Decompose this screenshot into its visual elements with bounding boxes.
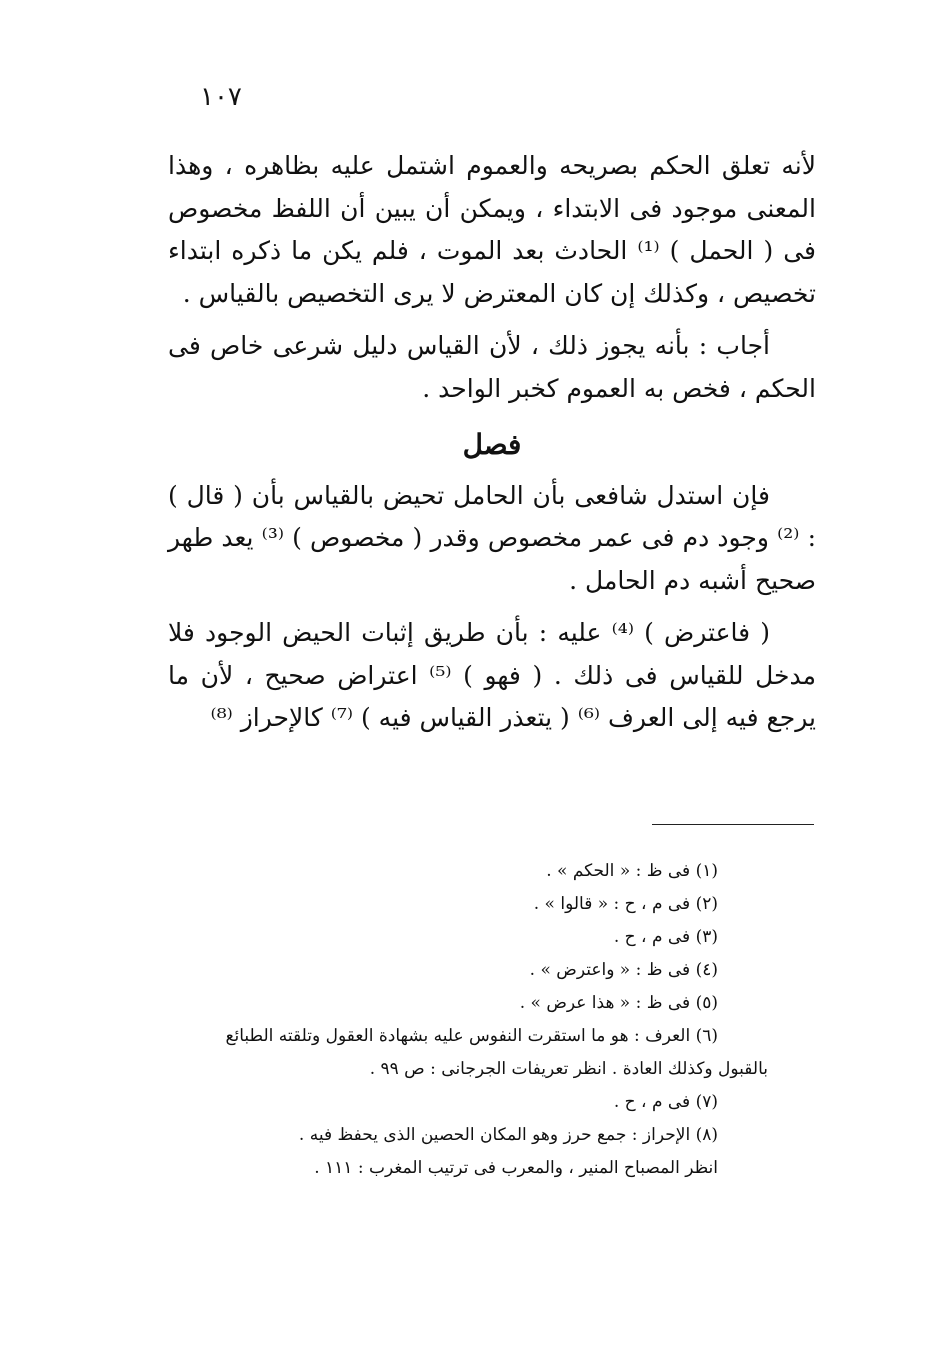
- footnote-6: (٦) العرف : هو ما استقرت النفوس عليه بشهادة العقول وتلقته الطبائع: [225, 1026, 718, 1046]
- footnote-3: (٣) فى م ، ح .: [613, 927, 718, 947]
- page-number: ١٠٧: [200, 82, 242, 112]
- footnote-divider: [652, 824, 814, 825]
- footnote-5: (٥) فى ظ : « هذا عرض » .: [519, 993, 718, 1013]
- footnote-7: (٧) فى م ، ح .: [613, 1092, 718, 1112]
- main-text: [168, 145, 816, 740]
- footnote-6-continued: بالقبول وكذلك العادة . انظر تعريفات الجرجانى : ص ٩٩ .: [369, 1059, 768, 1079]
- footnote-8: (٨) الإحراز : جمع حرز وهو المكان الحصين الذى يحفظ فيه .: [298, 1125, 718, 1145]
- paragraph-3: فإن استدل شافعى بأن الحامل تحيض بالقياس بأن ( قال ) : ⁽²⁾ وجود دم فى عمر مخصوص وقدر ( مخصوص ) ⁽³⁾ يعد طهر صحيح أشبه دم الحامل .: [168, 480, 817, 595]
- footnotes: [168, 855, 768, 1185]
- footnote-8-continued: انظر المصباح المنير ، والمعرب فى ترتيب المغرب : ١١١ .: [314, 1158, 718, 1178]
- paragraph-1: لأنه تعلق الحكم بصريحه والعموم اشتمل عليه بظاهره ، وهذا المعنى موجود فى الابتداء ، ويمكن أن يبين أن اللفظ مخصوص فى ( الحمل ) ⁽¹⁾ الحادث بعد الموت ، فلم يكن ما ذكره ابتداء تخصيص ، وكذلك إن كان المعترض لا يرى التخصيص بالقياس .: [168, 151, 816, 308]
- footnote-4: (٤) فى ظ : « واعترض » .: [529, 960, 718, 980]
- paragraph-4: ( فاعترض ) ⁽⁴⁾ عليه : بأن طريق إثبات الحيض الوجود فلا مدخل للقياس فى ذلك . ( فهو ) ⁽⁵⁾ اعتراض صحيح ، لأن ما يرجع فيه إلى العرف ⁽⁶⁾ ( يتعذر القياس فيه ) ⁽⁷⁾ كالإحراز ⁽⁸⁾: [168, 618, 816, 732]
- section-heading: فصل: [462, 428, 522, 461]
- paragraph-2: أجاب : بأنه يجوز ذلك ، لأن القياس دليل شرعى خاص فى الحكم ، فخص به العموم كخبر الواحد .: [168, 331, 816, 403]
- footnote-1: (١) فى ظ : « الحكم » .: [546, 861, 718, 881]
- footnote-2: (٢) فى م ، ح : « قالوا » .: [533, 894, 718, 914]
